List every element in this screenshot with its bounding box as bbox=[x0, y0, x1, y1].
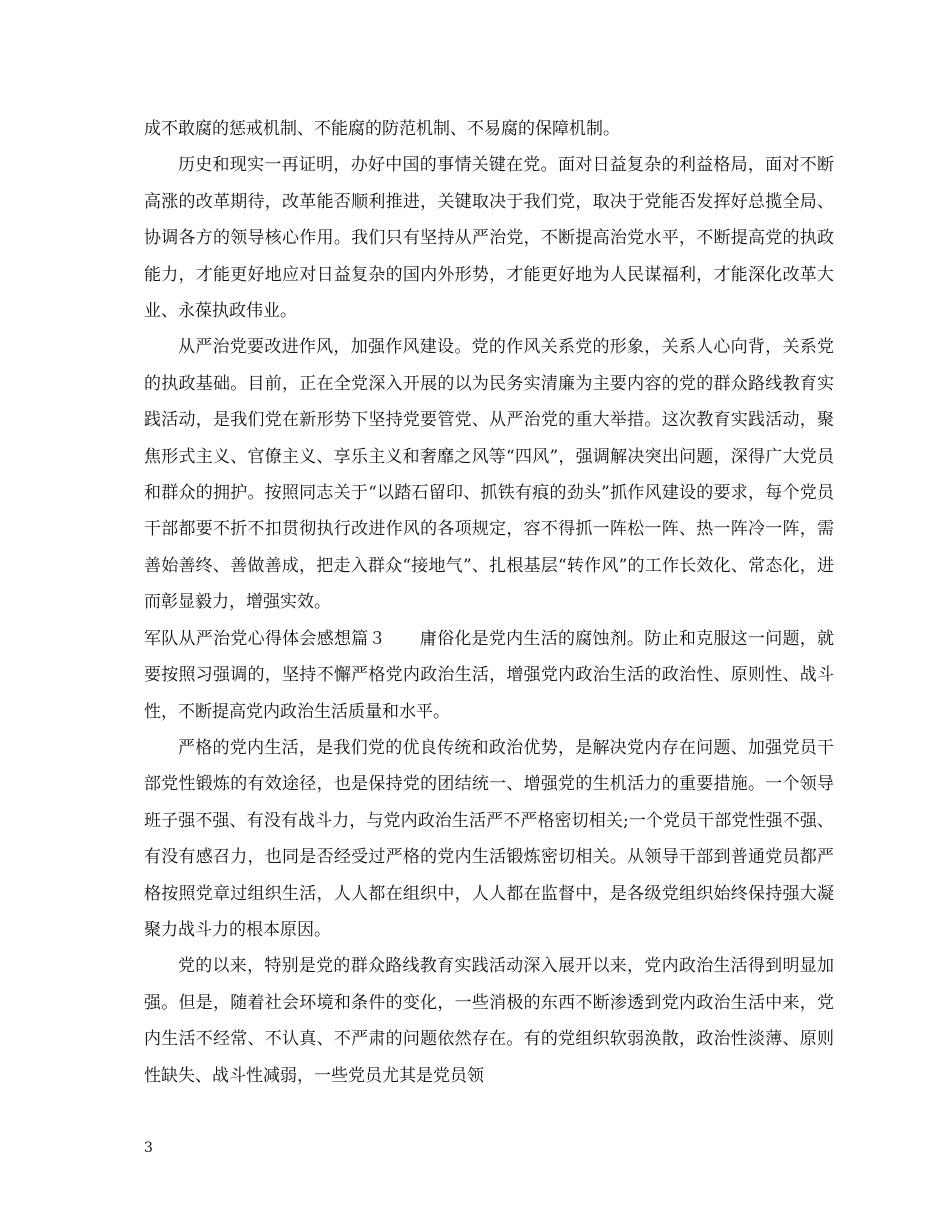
paragraph-2: 历史和现实一再证明，办好中国的事情关键在党。面对日益复杂的利益格局，面对不断高涨的改革期待，改革能否顺利推进，关键取决于我们党，取决于党能否发挥好总揽全局、协调各方的领导核心作用。我们只有坚持从严治党，不断提高治党水平，不断提高党的执政能力，才能更好地应对日益复杂的国内外形势，才能更好地为人民谋福利，才能深化改革大业、永葆执政伟业。 bbox=[144, 155, 834, 322]
section-heading: 军队从严治党心得体会感想篇３ bbox=[144, 628, 386, 649]
document-body bbox=[144, 111, 834, 1094]
page-number: 3 bbox=[144, 1140, 153, 1156]
paragraph-3: 从严治党要改进作风，加强作风建设。党的作风关系党的形象，关系人心向背，关系党的执政基础。目前，正在全党深入开展的以为民务实清廉为主要内容的党的群众路线教育实践活动，是我们党在新形势下坚持党要管党、从严治党的重大举措。这次教育实践活动，聚焦形式主义、官僚主义、享乐主义和奢靡之风等“四风”，强调解决突出问题，深得广大党员和群众的拥护。按照同志关于“以踏石留印、抓铁有痕的劲头”抓作风建设的要求，每个党员干部都要不折不扣贯彻执行改进作风的各项规定，容不得抓一阵松一阵、热一阵冷一阵，需善始善终、善做善成，把走入群众“接地气”、扎根基层“转作风”的工作长效化、常态化，进而彰显毅力，增强实效。 bbox=[144, 337, 834, 613]
paragraph-5: 严格的党内生活，是我们党的优良传统和政治优势，是解决党内存在问题、加强党员干部党性锻炼的有效途径，也是保持党的团结统一、增强党的生机活力的重要措施。一个领导班子强不强、有没有战斗力，与党内政治生活严不严格密切相关;一个党员干部党性强不强、有没有感召力，也同是否经受过严格的党内生活锻炼密切相关。从领导干部到普通党员都严格按照党章过组织生活，人人都在组织中，人人都在监督中，是各级党组织始终保持强大凝聚力战斗力的根本原因。 bbox=[144, 737, 834, 940]
section-paragraph bbox=[144, 621, 834, 730]
paragraph-6: 党的以来，特别是党的群众路线教育实践活动深入展开以来，党内政治生活得到明显加强。但是，随着社会环境和条件的变化，一些消极的东西不断渗透到党内政治生活中来，党内生活不经常、不认真、不严肃的问题依然存在。有的党组织软弱涣散，政治性淡薄、原则性缺失、战斗性减弱，一些党员尤其是党员领 bbox=[144, 956, 834, 1086]
paragraph-1: 成不敢腐的惩戒机制、不能腐的防范机制、不易腐的保障机制。 bbox=[144, 119, 620, 139]
section-text: 庸俗化是党内生活的腐蚀剂。防止和克服这一问题，就要按照习强调的，坚持不懈严格党内政治生活，增强党内政治生活的政治性、原则性、战斗性，不断提高党内政治生活质量和水平。 bbox=[144, 628, 835, 722]
